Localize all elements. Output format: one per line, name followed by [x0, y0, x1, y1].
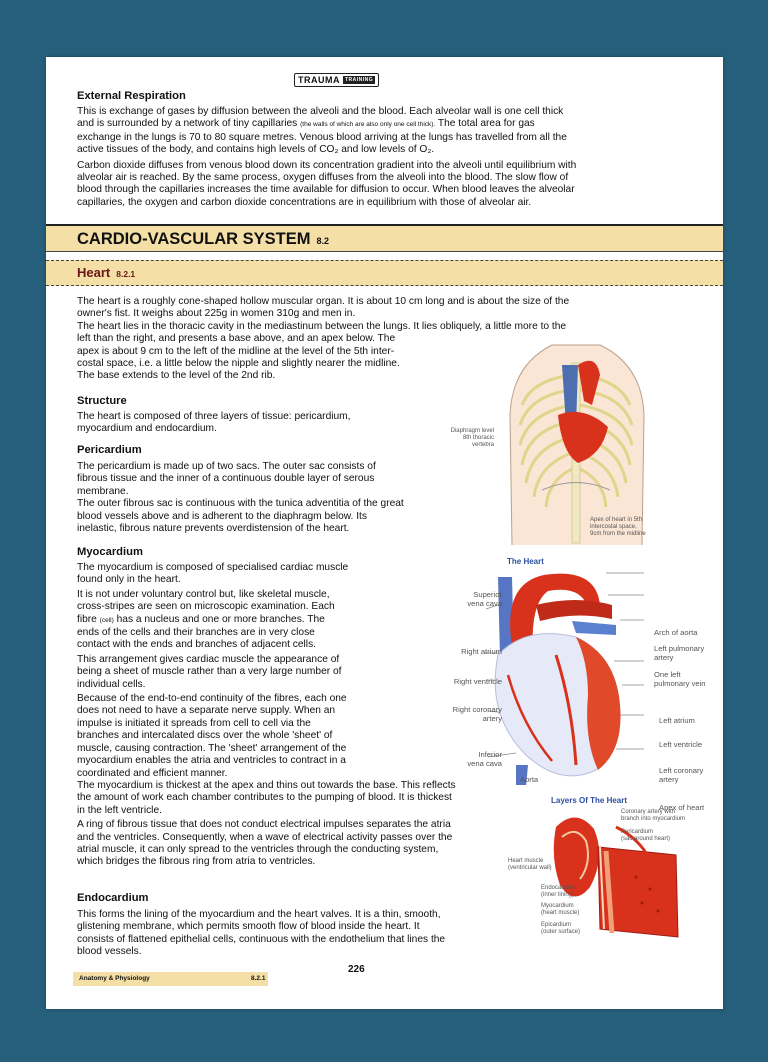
label-line: Heart muscle — [508, 858, 544, 864]
text-line: and the ventricles. Consequently, when a wave of electrical activity passes over the — [77, 831, 453, 843]
text-line: blood through the capillaries increases the time available for diffusion to occur. When blood leaves the alveolar — [77, 184, 575, 196]
section-title — [77, 230, 329, 249]
trauma-training-logo — [294, 73, 379, 87]
subsection-number: 8.2.1 — [116, 269, 136, 279]
text-line: impulse is initiated it spreads from cell to cell via the — [77, 717, 311, 729]
text-line: apex is about 9 cm to the left of the midline at the level of the 5th inter- — [77, 345, 395, 357]
logo-sub-text: TRAINING — [345, 77, 374, 83]
text-line: It is not under voluntary control but, like skeletal muscle, — [77, 588, 330, 600]
label-line: Superior — [473, 590, 502, 599]
label-line: (ventricular wall) — [508, 865, 552, 871]
text-line: The base extends to the level of the 2nd rib. — [77, 370, 276, 382]
text-line: fibrous tissue and the inner of a continuous double layer of serous — [77, 473, 375, 485]
subsection-band — [46, 260, 723, 286]
text-line: blood vessels. — [77, 946, 142, 958]
label-left-coronary-artery — [659, 766, 703, 784]
label-line: Endocardium — [541, 885, 577, 891]
text-line: The myocardium is thickest at the apex and thins out towards the base. This reflects — [77, 779, 456, 791]
structure-heading: Structure — [77, 395, 127, 407]
pericardium-text — [77, 461, 404, 535]
text-line: which bridges the fibrous ring from atria to ventricles. — [77, 856, 316, 868]
small-note: (the walls of which are also only one cell thick). — [300, 121, 436, 129]
page-number: 226 — [348, 964, 365, 975]
text-line: muscle, causing contraction. The 'sheet' arrangement of the — [77, 742, 347, 754]
heart-illustration — [376, 565, 686, 785]
apex-position-label — [590, 517, 670, 538]
text-line: does not need to have a separate nerve supply. When an — [77, 705, 336, 717]
small-note: (cell) — [99, 616, 114, 624]
text-line: The heart lies in the thoracic cavity in the mediastinum between the lungs. It lies obliquely, a little more to the — [77, 320, 567, 332]
label-line: 9cm from the midline — [590, 531, 646, 537]
text-line: The pericardium is made up of two sacs. The outer sac consists of — [77, 461, 376, 472]
label-line: artery — [654, 653, 674, 662]
text-line: branches and intercalated discs over the whole 'sheet' of — [77, 730, 333, 742]
text-line: being a sheet of muscle rather than a very large number of — [77, 666, 342, 678]
label-left-atrium: Left atrium — [659, 716, 695, 725]
label-line: intercostal space, — [590, 524, 637, 530]
label-right-coronary-artery — [392, 705, 502, 723]
text-line: inelastic, fibrous nature prevents overdistension of the heart. — [77, 523, 350, 535]
label-line: branch into myocardium — [621, 816, 686, 822]
text-line: The myocardium is composed of specialised cardiac muscle — [77, 562, 349, 573]
footer-band — [73, 972, 268, 986]
text-line: coordinated and efficient manner. — [77, 767, 228, 779]
label-line: Inferior — [478, 750, 502, 759]
text-line: cross-stripes are seen on microscopic examination. Each — [77, 601, 335, 613]
label-line: 8th thoracic — [462, 435, 494, 441]
label-line: (inner lining) — [541, 892, 575, 898]
text-line: A ring of fibrous tissue that does not conduct electrical impulses separates the atria — [77, 819, 451, 831]
label-coronary-artery — [621, 809, 721, 823]
text-line: in the left ventricle. — [77, 804, 162, 816]
text-line: The heart is composed of three layers of tissue: pericardium, — [77, 411, 351, 422]
label-line: Left pulmonary — [654, 644, 705, 653]
label-line: artery — [659, 775, 679, 784]
label-line: Myocardium — [541, 903, 574, 909]
structure-text — [77, 411, 351, 436]
diaphragm-level-label — [430, 428, 494, 449]
label-left-pulmonary-artery — [654, 644, 704, 662]
label-aorta: Aorta — [520, 775, 539, 784]
text-line: consists of flattened epithelial cells, continuous with the endothelium that lines the — [77, 933, 446, 945]
label-line: vena cava — [467, 599, 502, 608]
label-line: Diaphragm level — [450, 428, 494, 434]
label-line: (sac around heart) — [621, 836, 671, 842]
label-line: Epicardium — [541, 922, 572, 928]
label-epicardium — [541, 922, 601, 936]
text-line: contact with the ends and branches of adjacent cells. — [77, 639, 316, 651]
text-span: fibre — [77, 613, 97, 625]
pericardium-heading: Pericardium — [77, 444, 142, 456]
text-line: Carbon dioxide diffuses from venous blood down its concentration gradient into the alveoli until equilibrium with — [77, 159, 577, 171]
text-line: myocardium and endocardium. — [77, 423, 217, 435]
label-right-ventricle: Right ventricle — [453, 677, 502, 686]
text-line: The heart is a roughly cone-shaped hollow muscular organ. It is about 10 cm long and is about the size of the — [77, 296, 570, 307]
myocardium-heading: Myocardium — [77, 546, 143, 558]
text-line: The outer fibrous sac is continuous with the tunica adventitia of the great — [77, 498, 404, 510]
layers-figure-title: Layers Of The Heart — [551, 796, 628, 805]
external-respiration-heading: External Respiration — [77, 90, 186, 102]
label-apex-of-heart: Apex of heart — [659, 803, 705, 812]
text-line: alveolar air is reached. By the same process, oxygen diffuses from the alveoli into the blood. The slow flow of — [77, 172, 569, 184]
subsection-title — [77, 265, 135, 280]
label-line: (outer surface) — [541, 929, 581, 935]
text-line — [77, 118, 576, 131]
label-line: pulmonary vein — [654, 679, 706, 688]
text-line: exchange in the lungs is 70 to 80 square metres. Venous blood arriving at the lungs has travelled from all the — [77, 131, 567, 143]
footer-code: 8.2.1 — [251, 975, 266, 982]
label-heart-muscle — [508, 858, 568, 872]
text-line: found only in the heart. — [77, 574, 181, 586]
text-span: has a nucleus and one or more branches. The — [116, 613, 325, 625]
text-line: left than the right, and presents a base above, and an apex below. The — [77, 333, 396, 345]
label-line: Apex of heart in 5th — [590, 517, 643, 523]
label-pericardium — [621, 829, 721, 843]
text-line: Because of the end-to-end continuity of the fibres, each one — [77, 693, 347, 705]
label-line: Left coronary — [659, 766, 704, 775]
label-line: vena cava — [467, 759, 502, 768]
text-line: This forms the lining of the myocardium and the heart valves. It is a thin, smooth, — [77, 909, 441, 920]
subsection-title-text: Heart — [77, 265, 111, 280]
external-respiration-text — [77, 106, 576, 209]
text-line: costal space, i.e. a little below the nipple and slightly nearer the midline. — [77, 358, 400, 370]
thorax-illustration — [492, 335, 660, 545]
label-endocardium — [541, 885, 601, 899]
text-line: owner's fist. It weighs about 225g in women 310g and men in. — [77, 308, 356, 320]
text-line: the amount of work each chamber contributes to the pumping of blood. It is thickest — [77, 792, 452, 804]
text-line: blood vessels above and is adherent to the diaphragm below. Its — [77, 510, 367, 522]
section-band — [46, 224, 723, 252]
endocardium-text — [77, 909, 445, 959]
text-line: membrane. — [77, 485, 129, 497]
label-line: (heart muscle) — [541, 910, 580, 916]
text-line: active tissues of the body, and contains high levels of CO₂ and low levels of O₂. — [77, 144, 435, 156]
label-line: artery — [482, 714, 502, 723]
label-myocardium — [541, 903, 601, 917]
text-line: This arrangement gives cardiac muscle the appearance of — [77, 653, 340, 665]
label-superior-vena-cava — [426, 590, 502, 608]
label-line: vertebra — [471, 442, 494, 448]
text-line: myocardium enables the atria and ventricles to contract in a — [77, 755, 346, 767]
text-line: individual cells. — [77, 678, 146, 690]
label-line: One left — [654, 670, 681, 679]
document-page — [46, 57, 723, 1009]
label-right-atrium: Right atrium — [461, 647, 502, 656]
label-line: Coronary artery with — [621, 809, 676, 815]
text-span: The total area for gas — [437, 118, 535, 130]
text-line: glistening membrane, which permits smooth flow of blood inside the heart. It — [77, 921, 420, 933]
text-line: This is exchange of gases by diffusion between the alveoli and the blood. Each alveolar wall is one cell thick — [77, 106, 564, 117]
label-line: Right coronary — [452, 705, 502, 714]
text-span: and is surrounded by a network of tiny capillaries — [77, 118, 298, 130]
label-arch-of-aorta: Arch of aorta — [654, 628, 698, 637]
heart-figure-title: The Heart — [507, 557, 544, 566]
section-title-text: CARDIO-VASCULAR SYSTEM — [77, 230, 311, 248]
text-line: atrial muscle, it can only spread to the ventricles through the conducting system, — [77, 843, 439, 855]
logo-main-text: TRAUMA — [298, 75, 340, 85]
endocardium-heading: Endocardium — [77, 892, 149, 904]
label-left-pulmonary-vein — [654, 670, 706, 688]
text-line: capillaries, the oxygen and carbon dioxide concentrations are in equilibrium with those of alveolar air. — [77, 196, 532, 208]
label-left-ventricle: Left ventricle — [659, 740, 703, 749]
label-inferior-vena-cava — [426, 750, 502, 768]
text-line: ends of the cells and their branches are in very close — [77, 627, 315, 639]
label-line: Pericardium — [621, 829, 654, 835]
footer-title: Anatomy & Physiology — [79, 975, 150, 982]
section-number: 8.2 — [316, 236, 329, 246]
